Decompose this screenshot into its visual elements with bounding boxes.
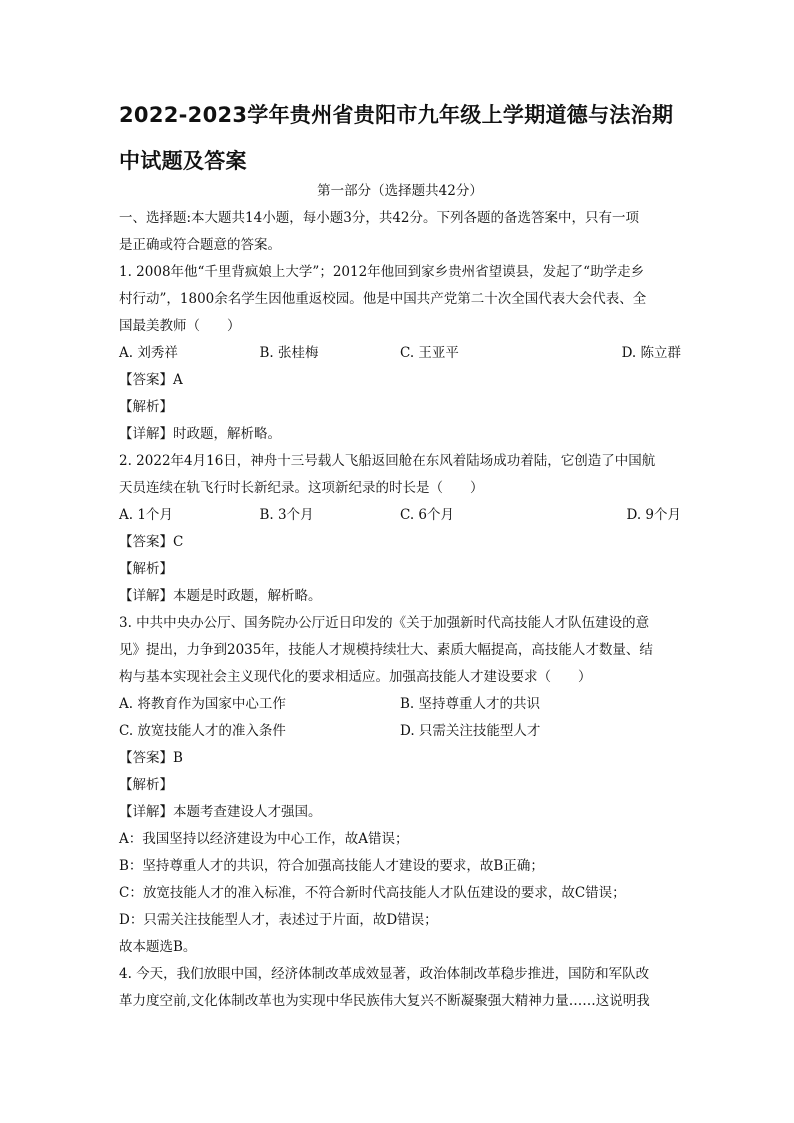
- q3-stem-line-3: 构与基本实现社会主义现代化的要求相适应。加强高技能人才建设要求（ ）: [119, 669, 592, 685]
- q4-stem-line-2: 革力度空前,文化体制改革也为实现中华民族伟大复兴不断凝聚强大精神力量……这说明我: [119, 993, 650, 1009]
- q3-option-a: A. 将教育作为国家中心工作: [119, 696, 286, 712]
- q2-option-d: D. 9个月: [626, 507, 681, 523]
- q2-answer: 【答案】C: [119, 534, 184, 550]
- q3-detail: 【详解】本题考查建设人才强国。: [119, 804, 322, 820]
- document-title: 2022-2023学年贵州省贵阳市九年级上学期道德与法治期中试题及答案: [119, 103, 674, 173]
- document-body: [119, 178, 681, 1015]
- instructions-line-1: 一、选择题:本大题共14小题，每小题3分，共42分。下列各题的备选答案中，只有一项: [119, 210, 639, 226]
- q1-stem-line-2: 村行动”，1800余名学生因他重返校园。他是中国共产党第二十次全国代表大会代表、全: [119, 291, 647, 307]
- q1-stem-line-1: 1. 2008年他“千里背疯娘上大学”；2012年他回到家乡贵州省望谟县，发起了“助学走乡: [119, 264, 645, 280]
- q3-stem-line-2: 见》提出，力争到2035年，技能人才规模持续壮大、素质大幅提高，高技能人才数量、结: [119, 642, 653, 658]
- q3-conclusion: 故本题选B。: [119, 939, 197, 955]
- q1-answer: 【答案】A: [119, 372, 183, 388]
- q3-stem-line-1: 3. 中共中央办公厅、国务院办公厅近日印发的《关于加强新时代高技能人才队伍建设的意: [119, 615, 650, 631]
- q3-explanation-a: A：我国坚持以经济建设为中心工作，故A错误；: [119, 831, 409, 847]
- q3-options-row-2: [119, 718, 681, 745]
- q2-option-b: B. 3个月: [259, 507, 314, 523]
- q3-explanation-b: B：坚持尊重人才的共识，符合加强高技能人才建设的要求，故B正确；: [119, 858, 544, 874]
- q3-options-row-1: [119, 691, 681, 718]
- q2-options: [119, 502, 681, 529]
- q2-stem-line-1: 2. 2022年4月16日，神舟十三号载人飞船返回舱在东风着陆场成功着陆，它创造了中国航: [119, 453, 656, 469]
- part-heading: 第一部分（选择题共42分）: [317, 183, 483, 199]
- q1-option-b: B. 张桂梅: [259, 345, 319, 361]
- q4-stem-line-1: 4. 今天，我们放眼中国，经济体制改革成效显著，政治体制改革稳步推进，国防和军队改: [119, 966, 650, 982]
- q3-explanation-d: D：只需关注技能型人才，表述过于片面，故D错误；: [119, 912, 438, 928]
- q1-option-d: D. 陈立群: [621, 345, 681, 361]
- q1-detail: 【详解】时政题，解析略。: [119, 426, 281, 442]
- q2-analysis: 【解析】: [119, 561, 173, 577]
- q3-option-d: D. 只需关注技能型人才: [400, 723, 541, 739]
- q3-explanation-c: C：放宽技能人才的准入标准，不符合新时代高技能人才队伍建设的要求，故C错误；: [119, 885, 626, 901]
- q2-stem-line-2: 天员连续在轨飞行时长新纪录。这项新纪录的时长是（ ）: [119, 480, 484, 496]
- q3-option-c: C. 放宽技能人才的准入条件: [119, 723, 286, 739]
- q1-option-a: A. 刘秀祥: [119, 345, 178, 361]
- q1-stem-line-3: 国最美教师（ ）: [119, 318, 241, 334]
- q1-options: [119, 340, 681, 367]
- q2-detail: 【详解】本题是时政题，解析略。: [119, 588, 322, 604]
- q3-option-b: B. 坚持尊重人才的共识: [400, 696, 541, 712]
- q3-analysis: 【解析】: [119, 777, 173, 793]
- q2-option-a: A. 1个月: [119, 507, 173, 523]
- instructions-line-2: 是正确或符合题意的答案。: [119, 237, 281, 253]
- q3-answer: 【答案】B: [119, 750, 183, 766]
- q2-option-c: C. 6个月: [400, 507, 455, 523]
- q1-option-c: C. 王亚平: [400, 345, 459, 361]
- q1-analysis: 【解析】: [119, 399, 173, 415]
